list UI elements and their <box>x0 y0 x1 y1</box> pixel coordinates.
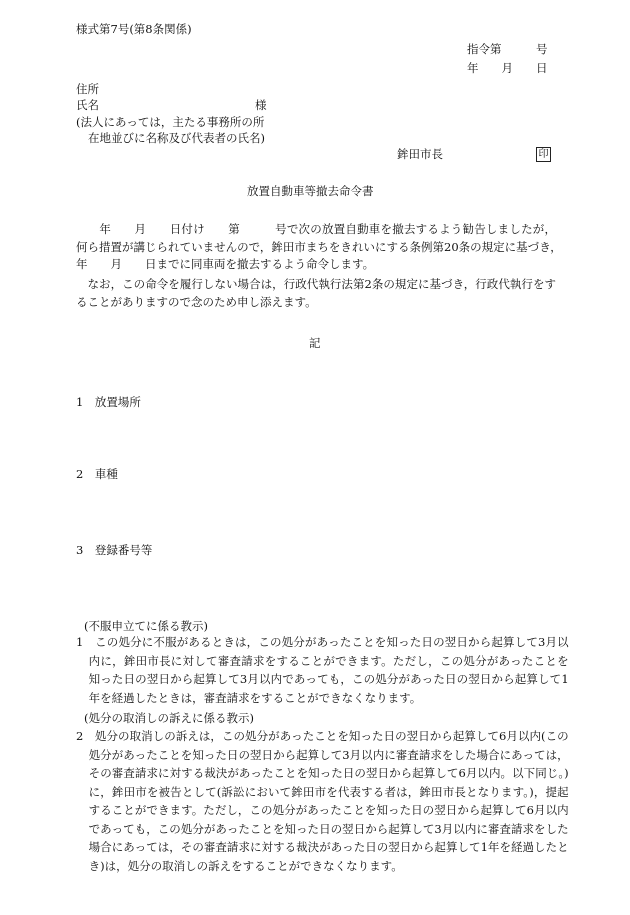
order-number: 指令第 号 <box>467 42 548 56</box>
corp-note-line2: 在地並びに名称及び代表者の氏名) <box>88 131 265 145</box>
body-paragraph-1: 年 月 日付け 第 号で次の放置自動車を撤去するよう勧告しましたが，何ら措置が講じられていませんので，鉾田市まちをきれいにする条例第20条の規定に基づき， 年 月 日までに同車両を撤去するよう命令します。 <box>76 222 602 271</box>
notice-heading-lawsuit: (処分の取消しの訴えに係る教示) <box>84 711 254 725</box>
issue-date: 年 月 日 <box>467 61 548 75</box>
ki-marker: 記 <box>309 336 321 350</box>
honorific: 様 <box>255 98 267 112</box>
seal-stamp: 印 <box>536 147 551 162</box>
notice-item-2: 2 処分の取消しの訴えは，この処分があったことを知った日の翌日から起算して6月以内(この処分があったことを知った日の翌日から起算して3月以内に審査請求をした場合にあっては，その審査請求に対する裁決があったことを知った日の翌日から起算して6月以内。以下同じ。)に，鉾田市を被告として(訴訟において鉾田市を代表する者は，鉾田市長となります。)，提起することができます。ただし，この処分があったことを知った日の翌日から起算して6月以内であっても，この処分があったことを知った日の翌日から起算して3月以内に審査請求をした場合にあっては，その審査請求に対する裁決があった日の翌日から起算して1年を経過したとき)は，処分の取消しの訴えをすることができなくなります。 <box>76 729 569 873</box>
notice-item-1: 1 この処分に不服があるときは，この処分があったことを知った日の翌日から起算して3月以内に，鉾田市長に対して審査請求をすることができます。ただし，この処分があったことを知った日の翌日から起算して3月以内であっても，この処分があった日の翌日から起算して1年を経過したときは，審査請求をすることができなくなります。 <box>76 635 569 705</box>
form-number: 様式第7号(第8条関係) <box>76 22 192 36</box>
corp-note-line1: (法人にあっては，主たる事務所の所 <box>76 115 265 129</box>
document-title: 放置自動車等撤去命令書 <box>247 184 374 198</box>
notice-heading-appeal: (不服申立てに係る教示) <box>84 619 208 633</box>
field-registration-number: 3 登録番号等 <box>76 543 153 557</box>
issuer-name: 鉾田市長 <box>397 147 443 161</box>
address-label: 住所 <box>76 82 99 96</box>
body-paragraph-2: なお，この命令を履行しない場合は，行政代執行法第2条の規定に基づき，行政代執行をすることがありますので念のため申し添えます。 <box>76 277 556 309</box>
field-location: 1 放置場所 <box>76 395 141 409</box>
field-vehicle-type: 2 車種 <box>76 467 118 481</box>
name-label: 氏名 <box>76 98 99 112</box>
